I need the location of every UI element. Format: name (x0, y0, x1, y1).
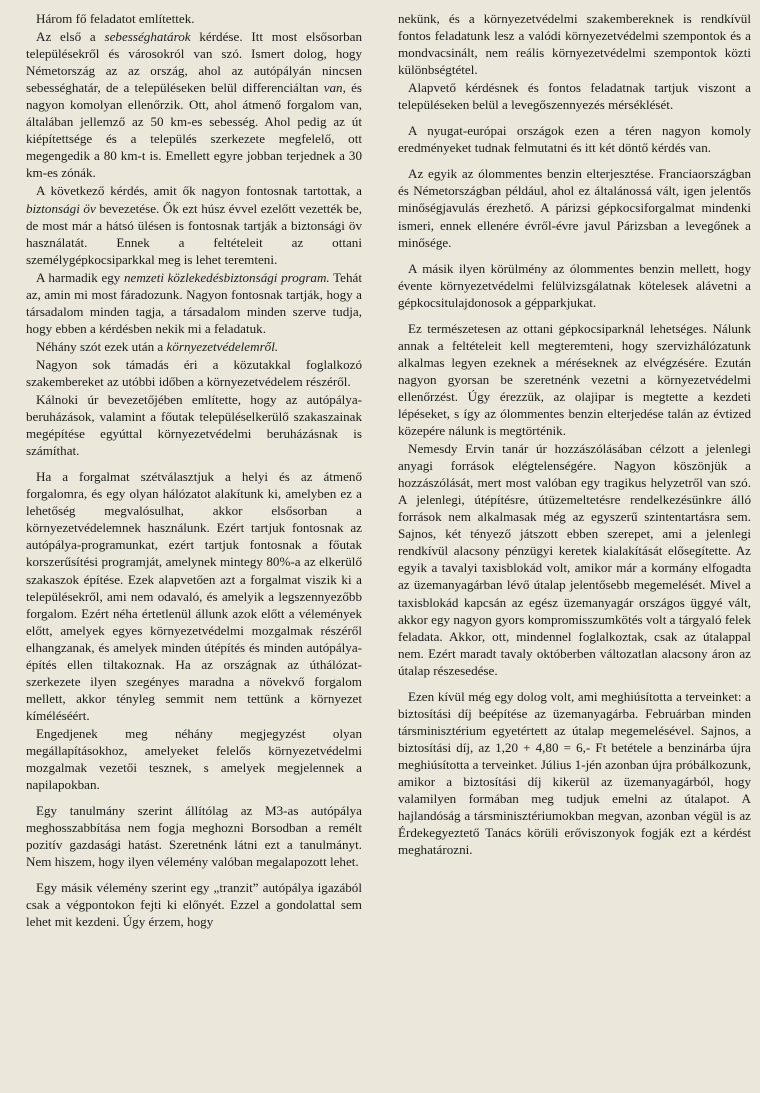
italic-phrase: nemzeti közlekedésbiztonsági program. (123, 269, 330, 285)
text-run: Nemesdy Ervin tanár úr hozzászólásában célzott a jelenlegi anyagi források elégtelenségére. Nagyon köszönjük a hozzászólását, mert most valóban egy tragikus helyzetről van szó. A jelenlegi, útépítésre, útüzemeltetésre rendelkezésünkre álló források nem alkalmasak még az egyszerű szintentartásra sem. Sajnos, két tényező játszott ebben szerepet, ami a jelenlegi rendkívül alacsony pénzügyi keretek kialakítását elősegítette. Az egyik a tavalyi taxisblokád volt, amikor már a kormány elfogadta az üzemanyagárban lévő útalap jelentősebb megemelését. Mivel a taxisblokád kapcsán az egész üzemanyagár országos üggyé vált, akkor egy nagyon gyors kompromisszumkötés volt a tárgyaló felek feladata. Akkor, ott, mindennel foglalkoztak, csak az útalappal nem. Ezért maradt tavaly októberben változatlan alacsony áron az útalap részesedése. (398, 441, 751, 678)
text-run: Egy másik vélemény szerint egy „tranzit” autópálya igazából csak a végpontokon fejti ki előnyét. Ezzel a gondolattal sem lehet mit kezdeni. Úgy érzem, hogy (26, 880, 362, 930)
paragraph (398, 165, 751, 250)
paragraph (398, 440, 751, 679)
text-run: Kálnoki úr bevezetőjében említette, hogy az autópálya-beruházások, valamint a főutak településelkerülő szakaszainak megépítése egyúttal környezetvédelmi beruházásnak is számíthat. (26, 392, 362, 459)
text-run: A másik ilyen körülmény az ólommentes benzin mellett, hogy évente környezetvédelmi felülvizsgálatnak kötelesek alávetni a gépkocsitulajdonosok a gépparkjukat. (398, 260, 751, 310)
paragraph (26, 28, 362, 181)
paragraph (26, 802, 362, 870)
paragraph (398, 122, 751, 156)
italic-phrase: van, (323, 80, 346, 96)
text-run: Az egyik az ólommentes benzin elterjesztése. Franciaországban és Németországban például, ahol ez általánossá vált, igen jelentős minőségjavulás érezhető. A párizsi gépkocsiforgalmat mindenki ismeri, ennek ellenére évről-évre javul Párizsban a levegőnek a minősége. (398, 166, 751, 250)
text-run: Ez természetesen az ottani gépkocsiparknál lehetséges. Nálunk annak a feltételeit kell megteremteni, hogy szervizhálózatunk alkalmas legyen ezeknek a méréseknek az elvégzésére. Ezután nagyon gyorsan be szeretnénk vezetni a környezetvédelmi ellenőrzést. Úgy érezzük, az olajipar is megtette a kezdeti lépéseket, s így az ólommentes benzin elterjedése talán az évtized közepére nálunk is megtörténik. (398, 320, 751, 439)
italic-phrase: biztonsági öv (26, 200, 96, 216)
paragraph (26, 725, 362, 793)
text-run: Nagyon sok támadás éri a közutakkal foglalkozó szakembereket az utóbbi időben a környezetvédelem részéről. (26, 356, 362, 389)
paragraph (26, 338, 362, 355)
text-run: Egy tanulmány szerint állítólag az M3-as autópálya meghosszabbítása nem fogja meghozni Borsodban a remélt pozitív gazdasági hatást. Szeretnénk látni ezt a tanulmányt. Nem hiszem, hogy ilyen vélemény valóban megalapozott lehet. (26, 803, 362, 870)
paragraph (26, 391, 362, 459)
text-run: Ha a forgalmat szétválasztjuk a helyi és az átmenő forgalomra, és egy olyan hálózatot alakítunk ki, amelyben ez a lehetőség megvalósulhat, akkor elsősorban a környezetvédelemnek használunk. Ezért tartjuk fontosnak az autópálya-programunkat, ezért tartjuk fontosnak a főutak korszerűsítési programját, amelynek mintegy 80%-a az elkerülő szakaszok építése. Ezek alapvetően azt a forgalmat viszik ki a településekről, ami nem odavaló, és amelyik a legszennyezőbb forgalom. Ezért néha értetlenül állunk azok előtt a vélemények előtt, amelyek egyes környezetvédelmi mozgalmak részéről elhangzanak, és amelyek minden útépítés és minden autópálya-építés ellen tiltakoznak. Ha az országnak az úthálózat-szerkezete ilyen szegényes maradna a növekvő forgalom mellett, akkor tényleg semmit nem tettünk a környezet kíméléséért. (26, 469, 362, 723)
italic-phrase: környezetvédelemről. (166, 338, 279, 354)
paragraph (398, 79, 751, 113)
paragraph (398, 688, 751, 858)
text-run: Három fő feladatot említettek. (36, 11, 195, 26)
text-run: A nyugat-európai országok ezen a téren nagyon komoly eredményeket tudnak felmutatni és itt két döntő kérdés van. (398, 123, 751, 156)
text-run: Ezen kívül még egy dolog volt, ami meghiúsította a terveinket: a biztosítási díj beépítése az üzemanyagárba. Februárban minden társminisztérium egyetértett az útalap megemelésével. Sajnos, a biztosítási díj, az 1,20 + 4,80 = 6,- Ft betétele a benzinárba újra meghiúsította a terveinket. Július 1-jén azonban újra próbálkozunk, amikor a biztosítási díj kikerül az üzemanyagárból, hogy valamilyen formában meg tudjuk emelni az útalapot. A hajlandóság a társminisztériumokban megvan, azonban végül is az Érdekegyeztető Tanács körüli erőviszonyok fogják ezt a kérdést meghatározni. (398, 688, 751, 858)
paragraph (26, 182, 362, 267)
paragraph (398, 320, 751, 439)
paragraph (26, 269, 362, 337)
text-run: nekünk, és a környezetvédelmi szakembereknek is rendkívül fontos feladatunk lesz a valódi környezetvédelmi szempontok és a mondvacsinált, nem reális környezetvédelmi szempontok közti különbségtétel. (398, 11, 751, 78)
text-run: bevezetése. Ők ezt húsz évvel ezelőtt vezették be, de most már a hátsó ülésen is fontosnak tartják a biztonsági öv használatát. Ennek a feltételeit az ottani személygépkocsiparkkal meg is lehet teremteni. (26, 200, 362, 267)
text-run: Az első a (36, 29, 105, 45)
left-text-column (26, 10, 362, 930)
text-run: és nagyon komolyan ellenőrzik. Ott, ahol átmenő forgalom van, általában jellemző az 50 km-es sebesség. Ahol pedig az út kiépítettsége és a település szerkezete megfelelő, ott megengedik a 80 km-t is. Emellett egyre jobban terjednek a 30 km-es zónák. (26, 80, 362, 181)
text-run: A harmadik egy (36, 269, 124, 285)
text-run: Alapvető kérdésnek és fontos feladatnak tartjuk viszont a településeken belül a levegőszennyezés mérséklését. (398, 80, 751, 113)
right-text-column (398, 10, 751, 858)
text-run: kérdése. Itt most elsősorban településekről és városokról van szó. Ismert dolog, hogy Németország az az ország, ahol az autópályán nincsen sebességhatár, de a településeken belül differenciáltan (26, 29, 363, 96)
paragraph (398, 10, 751, 78)
text-run: Engedjenek meg néhány megjegyzést olyan megállapításokhoz, amelyeket felelős környezetvédelmi mozgalmak vezetői tesznek, s amelyek megjelennek a napilapokban. (26, 725, 362, 793)
text-run: A következő kérdés, amit ők nagyon fontosnak tartottak, a (36, 183, 362, 199)
text-run: Tehát az, amin mi most fáradozunk. Nagyon fontosnak tartják, hogy a társadalom minden tagja, a társadalom minden szerve tudja, hogy ebben a kérdésben nekik mi a feladatuk. (26, 269, 362, 336)
paragraph (398, 260, 751, 311)
text-run: Néhány szót ezek után a (36, 338, 167, 354)
paragraph (26, 10, 362, 27)
paragraph (26, 879, 362, 930)
paragraph (26, 356, 362, 390)
paragraph (26, 468, 362, 724)
italic-phrase: sebességhatárok (104, 29, 191, 45)
